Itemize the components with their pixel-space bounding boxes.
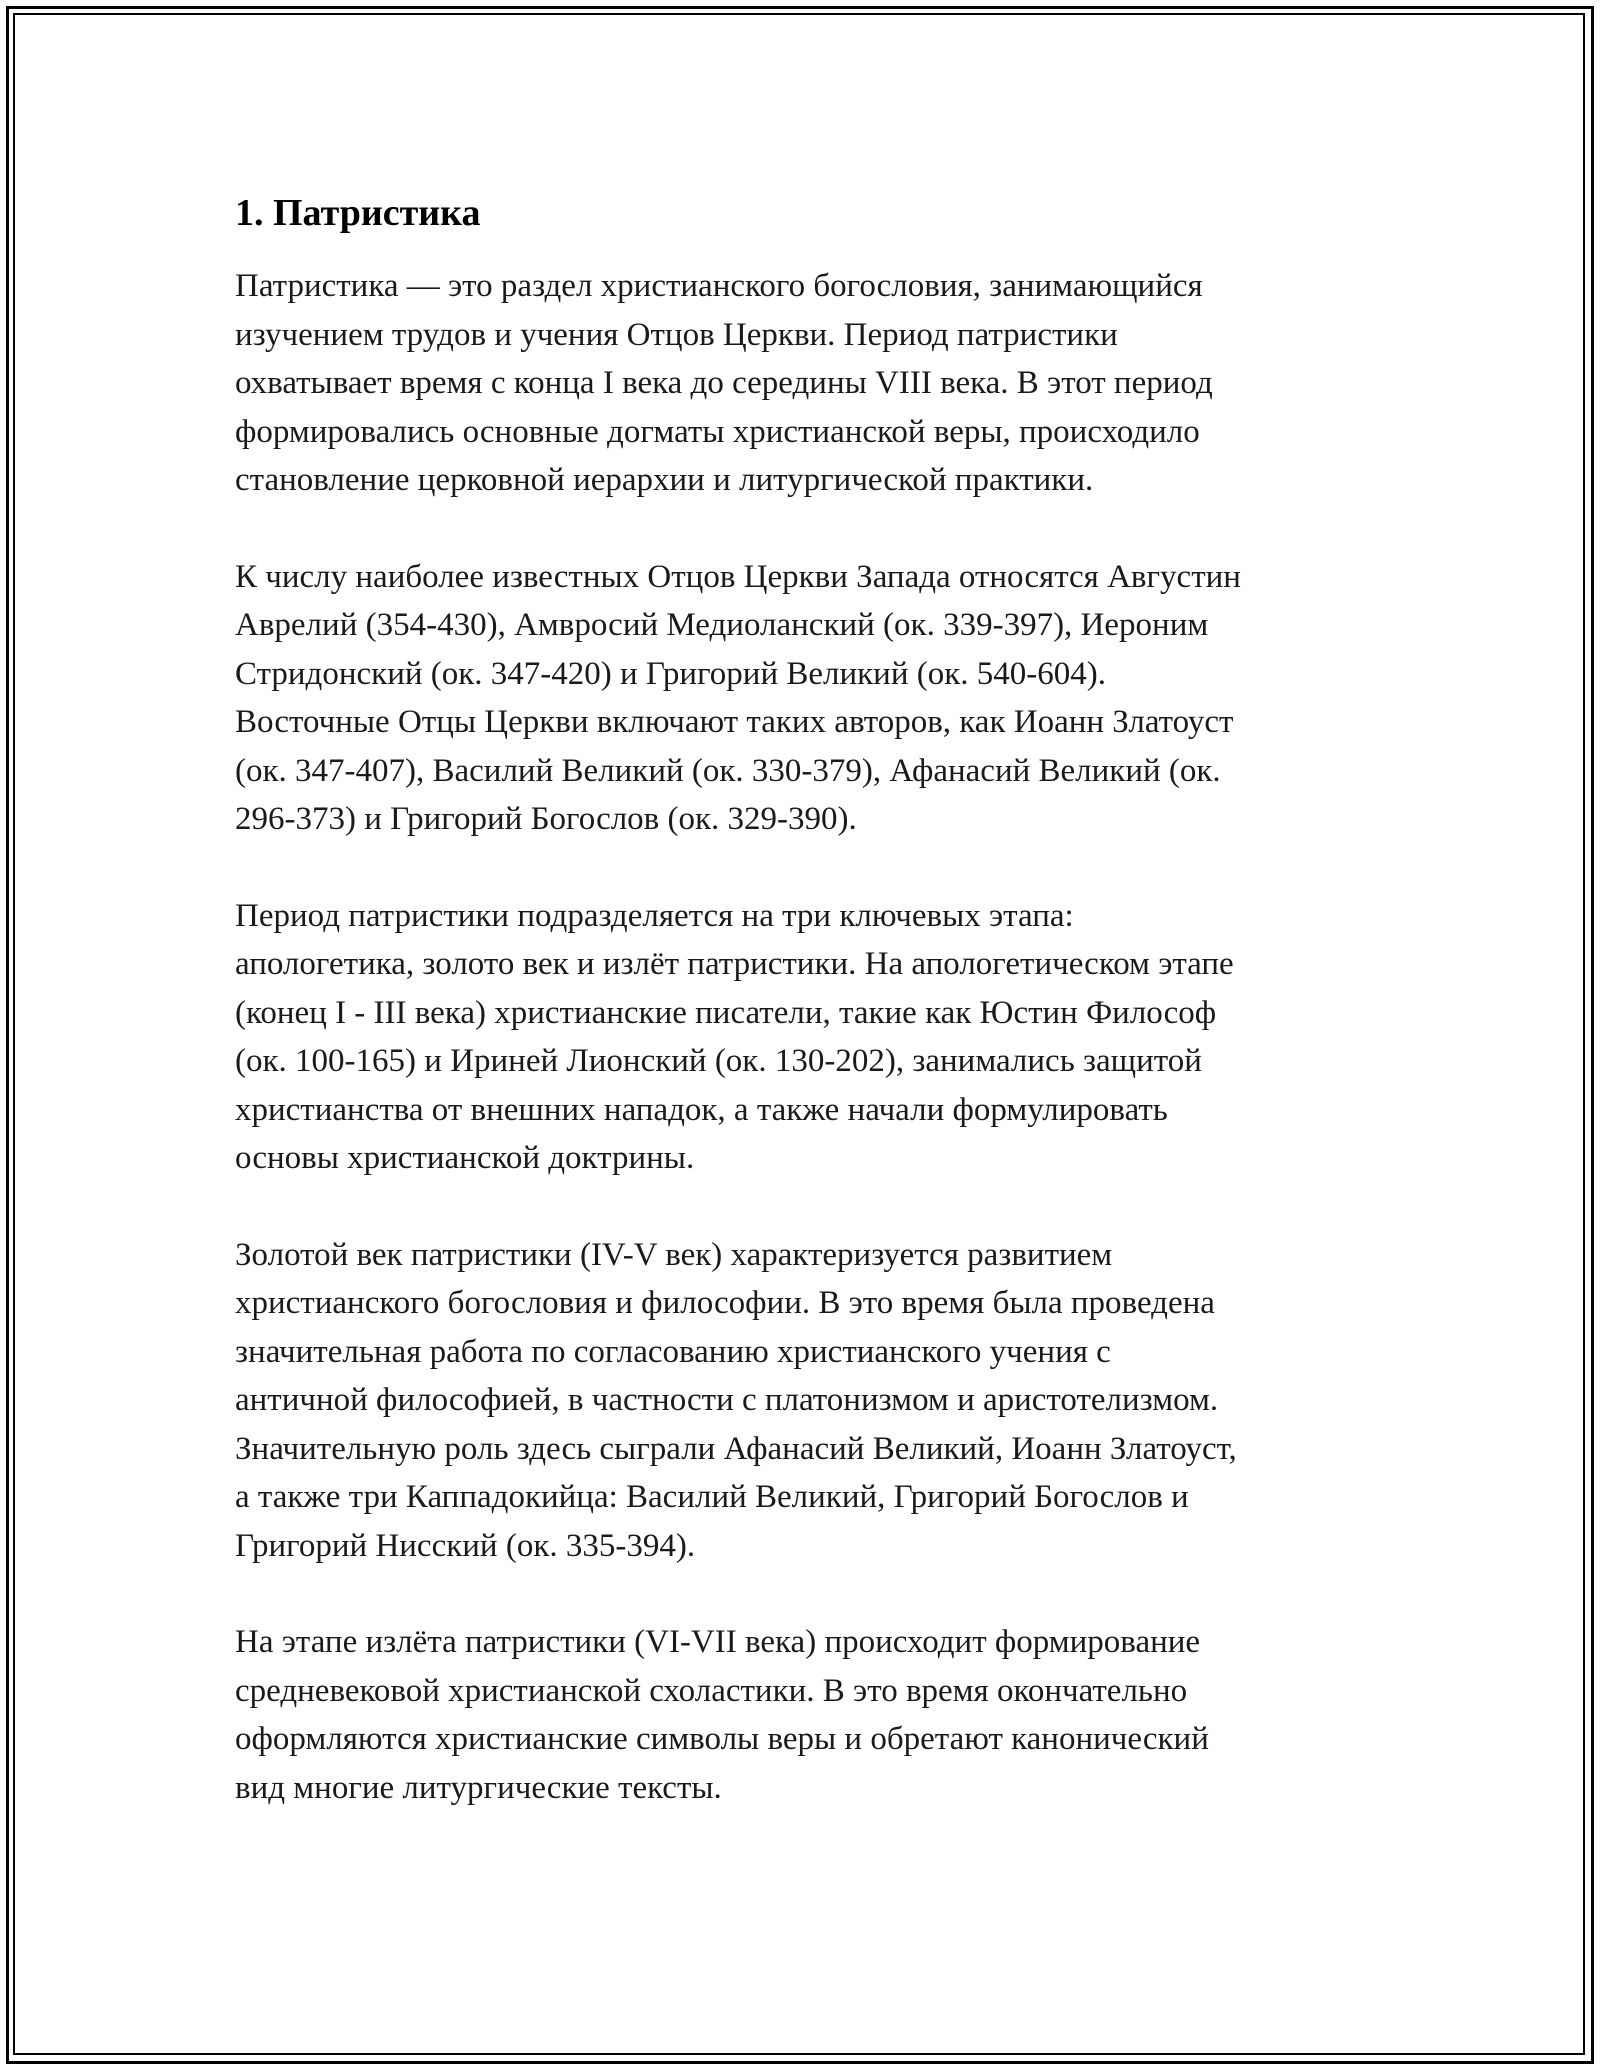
text-line: апологетика, золото век и излёт патристики. На апологетическом этапе xyxy=(235,946,1234,982)
text-line: Период патристики подразделяется на три ключевых этапа: xyxy=(235,897,1074,934)
section-heading: 1. Патристика xyxy=(235,192,481,234)
text-line: (конец I - III века) христианские писатели, такие как Юстин Философ xyxy=(235,994,1217,1031)
text-line: основы христианской доктрины. xyxy=(235,1140,695,1176)
text-line: античной философией, в частности с платонизмом и аристотелизмом. xyxy=(235,1382,1219,1418)
text-line: христианства от внешних нападок, а также начали формулировать xyxy=(235,1091,1168,1128)
text-line: 296-373) и Григорий Богослов (ок. 329-390). xyxy=(235,801,857,837)
text-line: Григорий Нисский (ок. 335-394). xyxy=(235,1527,696,1564)
text-line: Стридонский (ок. 347-420) и Григорий Великий (ок. 540-604). xyxy=(235,655,1107,692)
paragraph-fathers xyxy=(235,553,1365,844)
text-line: Аврелий (354-430), Амвросий Медиоланский (ок. 339-397), Иероним xyxy=(235,607,1209,643)
text-line: вид многие литургические тексты. xyxy=(235,1769,722,1806)
text-line: становление церковной иерархии и литургической практики. xyxy=(235,462,1094,498)
text-line: (ок. 100-165) и Ириней Лионский (ок. 130-202), занимались защитой xyxy=(235,1043,1202,1079)
text-line: формировались основные догматы христианской веры, происходило xyxy=(235,413,1200,450)
text-line: Патристика — это раздел христианского богословия, занимающийся xyxy=(235,268,1203,304)
paragraph-late-period xyxy=(235,1618,1365,1812)
text-line: Золотой век патристики (IV-V век) характеризуется развитием xyxy=(235,1236,1113,1273)
paragraph-intro xyxy=(235,262,1365,505)
text-line: На этапе излёта патристики (VI-VII века) происходит формирование xyxy=(235,1624,1201,1660)
paragraph-golden-age xyxy=(235,1231,1365,1571)
text-line: изучением трудов и учения Отцов Церкви. Период патристики xyxy=(235,316,1118,353)
text-line: средневековой христианской схоластики. В это время окончательно xyxy=(235,1672,1188,1709)
text-line: оформляются христианские символы веры и обретают канонический xyxy=(235,1721,1209,1757)
document-body xyxy=(235,188,1365,1860)
paragraph-stages xyxy=(235,892,1365,1183)
text-line: Восточные Отцы Церкви включают таких авторов, как Иоанн Златоуст xyxy=(235,704,1234,740)
text-line: христианского богословия и философии. В это время была проведена xyxy=(235,1285,1215,1321)
text-line: а также три Каппадокийца: Василий Великий, Григорий Богослов и xyxy=(235,1479,1189,1515)
text-line: (ок. 347-407), Василий Великий (ок. 330-379), Афанасий Великий (ок. xyxy=(235,752,1221,789)
text-line: Значительную роль здесь сыграли Афанасий Великий, Иоанн Златоуст, xyxy=(235,1430,1237,1467)
text-line: К числу наиболее известных Отцов Церкви Запада относятся Августин xyxy=(235,558,1241,595)
text-line: значительная работа по согласованию христианского учения с xyxy=(235,1333,1111,1370)
text-line: охватывает время с конца I века до середины VIII века. В этот период xyxy=(235,365,1213,401)
